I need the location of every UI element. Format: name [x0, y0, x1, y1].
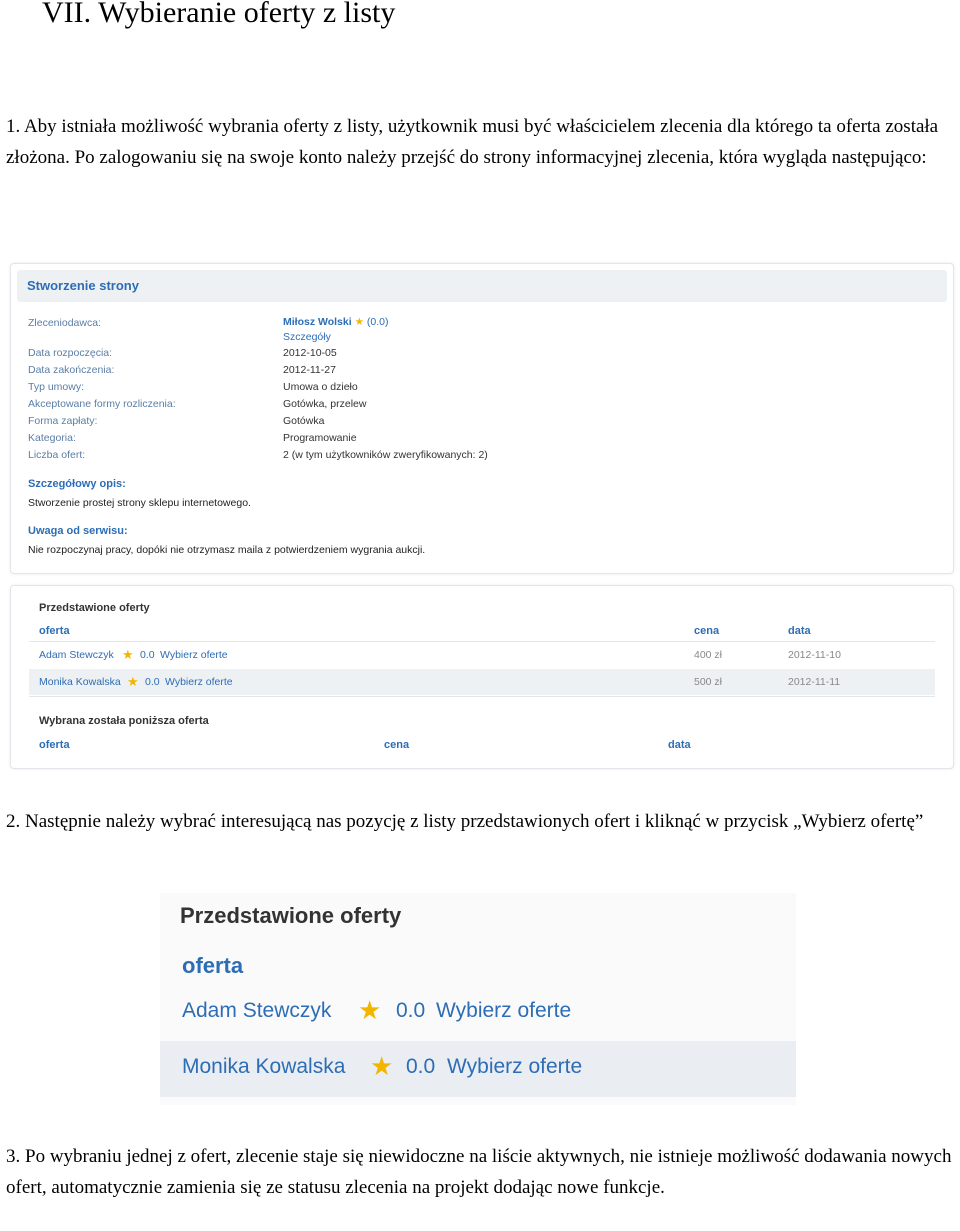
- offer-author-link[interactable]: Monika Kowalska: [182, 1055, 346, 1078]
- detail-value: 2012-10-05: [283, 347, 337, 359]
- star-icon: ★: [370, 1051, 394, 1081]
- document-title: VII. Wybieranie oferty z listy: [42, 0, 396, 29]
- star-icon: ★: [127, 674, 139, 689]
- star-icon: ★: [354, 316, 364, 328]
- description-title: Szczegółowy opis:: [28, 478, 126, 490]
- col-offer-header: oferta: [39, 625, 70, 637]
- paragraph-3: 3. Po wybraniu jednej z ofert, zlecenie staje się niewidoczne na liście aktywnych, nie istnieje możliwość dodawania nowych ofert, automatycznie zamienia się ze statusu zlecenia na projekt dodając nowe funkcje.: [6, 1146, 952, 1198]
- offer-rating: 0.0: [406, 1055, 436, 1078]
- offer-author-link[interactable]: Adam Stewczyk: [182, 999, 332, 1022]
- client-name-link[interactable]: Miłosz Wolski: [283, 316, 352, 328]
- zoom-col-offer-header: oferta: [182, 953, 244, 978]
- detail-label: Data zakończenia:: [28, 364, 115, 376]
- client-details-link[interactable]: Szczegóły: [283, 331, 331, 343]
- sel-col-offer-header: oferta: [39, 739, 70, 751]
- selected-offer-title: Wybrana została poniższa oferta: [39, 715, 209, 727]
- detail-value: Programowanie: [283, 432, 357, 444]
- detail-label: Data rozpoczęcia:: [28, 347, 113, 359]
- offer-rating: 0.0: [145, 676, 160, 688]
- zoom-offers-title: Przedstawione oferty: [180, 903, 402, 928]
- detail-value: 2012-11-27: [283, 364, 336, 376]
- offer-price: 400 zł: [694, 649, 723, 661]
- col-price-header: cena: [694, 625, 720, 637]
- offer-rating: 0.0: [396, 999, 426, 1022]
- offers-screenshot: [10, 585, 954, 769]
- detail-value: 2 (w tym użytkowników zweryfikowanych: 2): [283, 449, 488, 461]
- col-date-header: data: [788, 625, 811, 637]
- divider: [29, 696, 935, 697]
- detail-label: Akceptowane formy rozliczenia:: [28, 398, 176, 410]
- detail-value: Gotówka: [283, 415, 325, 427]
- offer-date: 2012-11-11: [788, 676, 841, 688]
- job-header: [17, 270, 947, 302]
- client-rating: (0.0): [366, 316, 389, 328]
- table-row: [29, 669, 935, 695]
- table-row: [160, 1041, 796, 1097]
- choose-offer-button[interactable]: Wybierz oferte: [160, 649, 228, 661]
- detail-label: Typ umowy:: [28, 381, 85, 393]
- offer-date: 2012-11-10: [788, 649, 841, 661]
- star-icon: ★: [122, 647, 134, 662]
- client-label: Zleceniodawca:: [28, 317, 101, 329]
- offers-title: Przedstawione oferty: [39, 602, 150, 614]
- detail-label: Liczba ofert:: [28, 449, 86, 461]
- choose-offer-button[interactable]: Wybierz oferte: [447, 1055, 583, 1078]
- sel-col-price-header: cena: [384, 739, 410, 751]
- offer-price: 500 zł: [694, 676, 723, 688]
- table-row: [29, 642, 935, 668]
- choose-offer-button[interactable]: Wybierz oferte: [165, 676, 233, 688]
- job-title: Stworzenie strony: [27, 278, 139, 293]
- sel-col-date-header: data: [668, 739, 691, 751]
- notice-text: Nie rozpoczynaj pracy, dopóki nie otrzymasz maila z potwierdzeniem wygrania aukcji.: [28, 544, 426, 556]
- job-info-screenshot: [10, 263, 954, 574]
- notice-title: Uwaga od serwisu:: [28, 525, 128, 537]
- offers-zoom-screenshot: [160, 893, 796, 1105]
- choose-offer-button[interactable]: Wybierz oferte: [436, 999, 572, 1022]
- table-row: [160, 985, 796, 1041]
- paragraph-2: 2. Następnie należy wybrać interesującą nas pozycję z listy przedstawionych ofert i kliknąć w przycisk „Wybierz ofertę”: [6, 811, 924, 832]
- detail-value: Gotówka, przelew: [283, 398, 367, 410]
- star-icon: ★: [358, 995, 382, 1025]
- detail-label: Kategoria:: [28, 432, 76, 444]
- client-value: [283, 316, 389, 328]
- detail-label: Forma zapłaty:: [28, 415, 98, 427]
- offer-author-link[interactable]: Adam Stewczyk: [39, 649, 114, 661]
- paragraph-1: 1. Aby istniała możliwość wybrania oferty z listy, użytkownik musi być właścicielem zlecenia dla którego ta oferta została złożona. Po zalogowaniu się na swoje konto należy przejść do strony informacyjnej zlecenia, która wygląda następująco:: [6, 116, 939, 168]
- detail-value: Umowa o dzieło: [283, 381, 358, 393]
- offer-author-link[interactable]: Monika Kowalska: [39, 676, 121, 688]
- description-text: Stworzenie prostej strony sklepu internetowego.: [28, 497, 251, 509]
- offer-rating: 0.0: [140, 649, 155, 661]
